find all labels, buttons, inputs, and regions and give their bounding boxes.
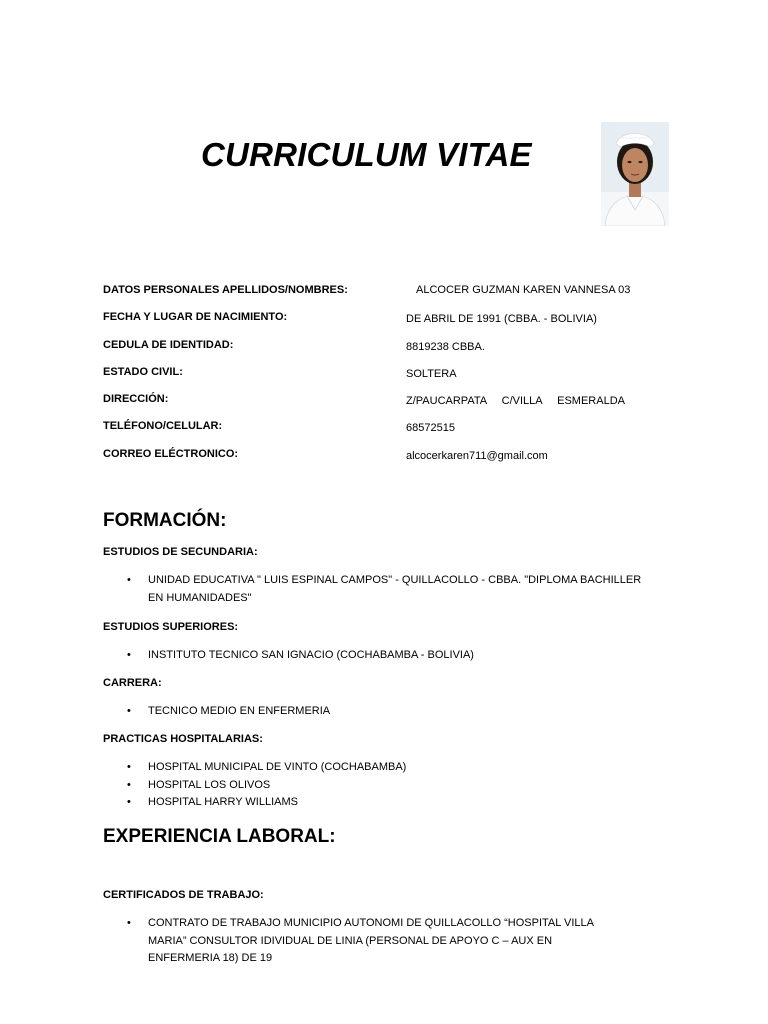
field-value: SOLTERA [406,367,457,380]
personal-row-telefono [103,420,663,447]
section-title-experiencia: EXPERIENCIA LABORAL: [103,826,336,847]
personal-row-nacimiento [103,311,663,338]
field-label: FECHA Y LUGAR DE NACIMIENTO: [103,311,288,324]
field-label: ESTADO CIVIL: [103,365,183,378]
portrait-photo [601,122,669,226]
address-part: Z/PAUCARPATA [406,395,488,408]
field-value: DE ABRIL DE 1991 (CBBA. - BOLIVIA) [406,313,597,326]
address-part: ESMERALDA [557,395,625,408]
list-item [103,703,643,721]
bullet-icon: • [127,649,131,661]
field-label: TELÉFONO/CELULAR: [103,420,223,433]
bullet-icon: • [127,705,131,717]
field-value: alcocerkaren711@gmail.com [406,449,548,462]
section-title-formacion: FORMACIÓN: [103,510,227,531]
field-label: DATOS PERSONALES APELLIDOS/NOMBRES: [103,284,348,296]
subheading-secundaria: ESTUDIOS DE SECUNDARIA: [103,546,258,558]
personal-row-estado-civil [103,366,663,393]
list-practicas [103,759,643,812]
personal-row-direccion [103,393,663,420]
list-item-text: INSTITUTO TECNICO SAN IGNACIO (COCHABAMBA - BOLIVIA) [148,649,474,661]
list-secundaria [103,572,643,607]
address-part: C/VILLA [501,395,543,408]
bullet-icon: • [127,917,131,929]
page-title: CURRICULUM VITAE [201,136,532,173]
field-label: CORREO ELÉCTRONICO: [103,447,239,460]
field-value: 68572515 [406,422,455,435]
list-item [103,572,643,607]
list-item-text: TECNICO MEDIO EN ENFERMERIA [148,705,331,717]
subheading-certificados: CERTIFICADOS DE TRABAJO: [103,889,264,901]
list-item [103,647,643,665]
field-label: DIRECCIÓN: [103,393,169,406]
personal-data-section [103,284,663,475]
list-item [103,794,643,812]
list-item-text: CONTRATO DE TRABAJO MUNICIPIO AUTONOMI DE QUILLACOLLO “HOSPITAL VILLA MARIA” CONSULTOR IDIVIDUAL DE LINIA (PERSONAL DE APOYO C – AUX EN ENFERMERIA 18) DE 19 [148,917,594,964]
field-value: 8819238 CBBA. [406,340,485,353]
list-item-text: HOSPITAL LOS OLIVOS [148,778,271,791]
list-item [103,777,643,795]
list-item-text: HOSPITAL MUNICIPAL DE VINTO (COCHABAMBA) [148,761,407,773]
field-value [406,395,625,407]
subheading-carrera: CARRERA: [103,677,162,689]
list-certificados [103,915,623,968]
personal-row-cedula [103,339,663,366]
list-carrera [103,703,643,721]
list-superiores [103,647,643,665]
personal-row-correo [103,448,663,475]
list-item-text: UNIDAD EDUCATIVA " LUIS ESPINAL CAMPOS" - QUILLACOLLO - CBBA. "DIPLOMA BACHILLER EN HUMANIDADES" [148,574,642,604]
list-item [103,759,643,777]
field-value: ALCOCER GUZMAN KAREN VANNESA 03 [416,284,631,296]
field-label: CEDULA DE IDENTIDAD: [103,338,234,351]
list-item [103,915,623,968]
list-item-text: HOSPITAL HARRY WILLIAMS [148,796,298,808]
subheading-practicas: PRACTICAS HOSPITALARIAS: [103,733,263,745]
bullet-icon: • [127,761,131,773]
bullet-icon: • [127,574,131,586]
bullet-icon: • [127,796,131,808]
bullet-icon: • [127,778,131,791]
subheading-superiores: ESTUDIOS SUPERIORES: [103,621,239,633]
personal-row-nombres [103,284,663,311]
